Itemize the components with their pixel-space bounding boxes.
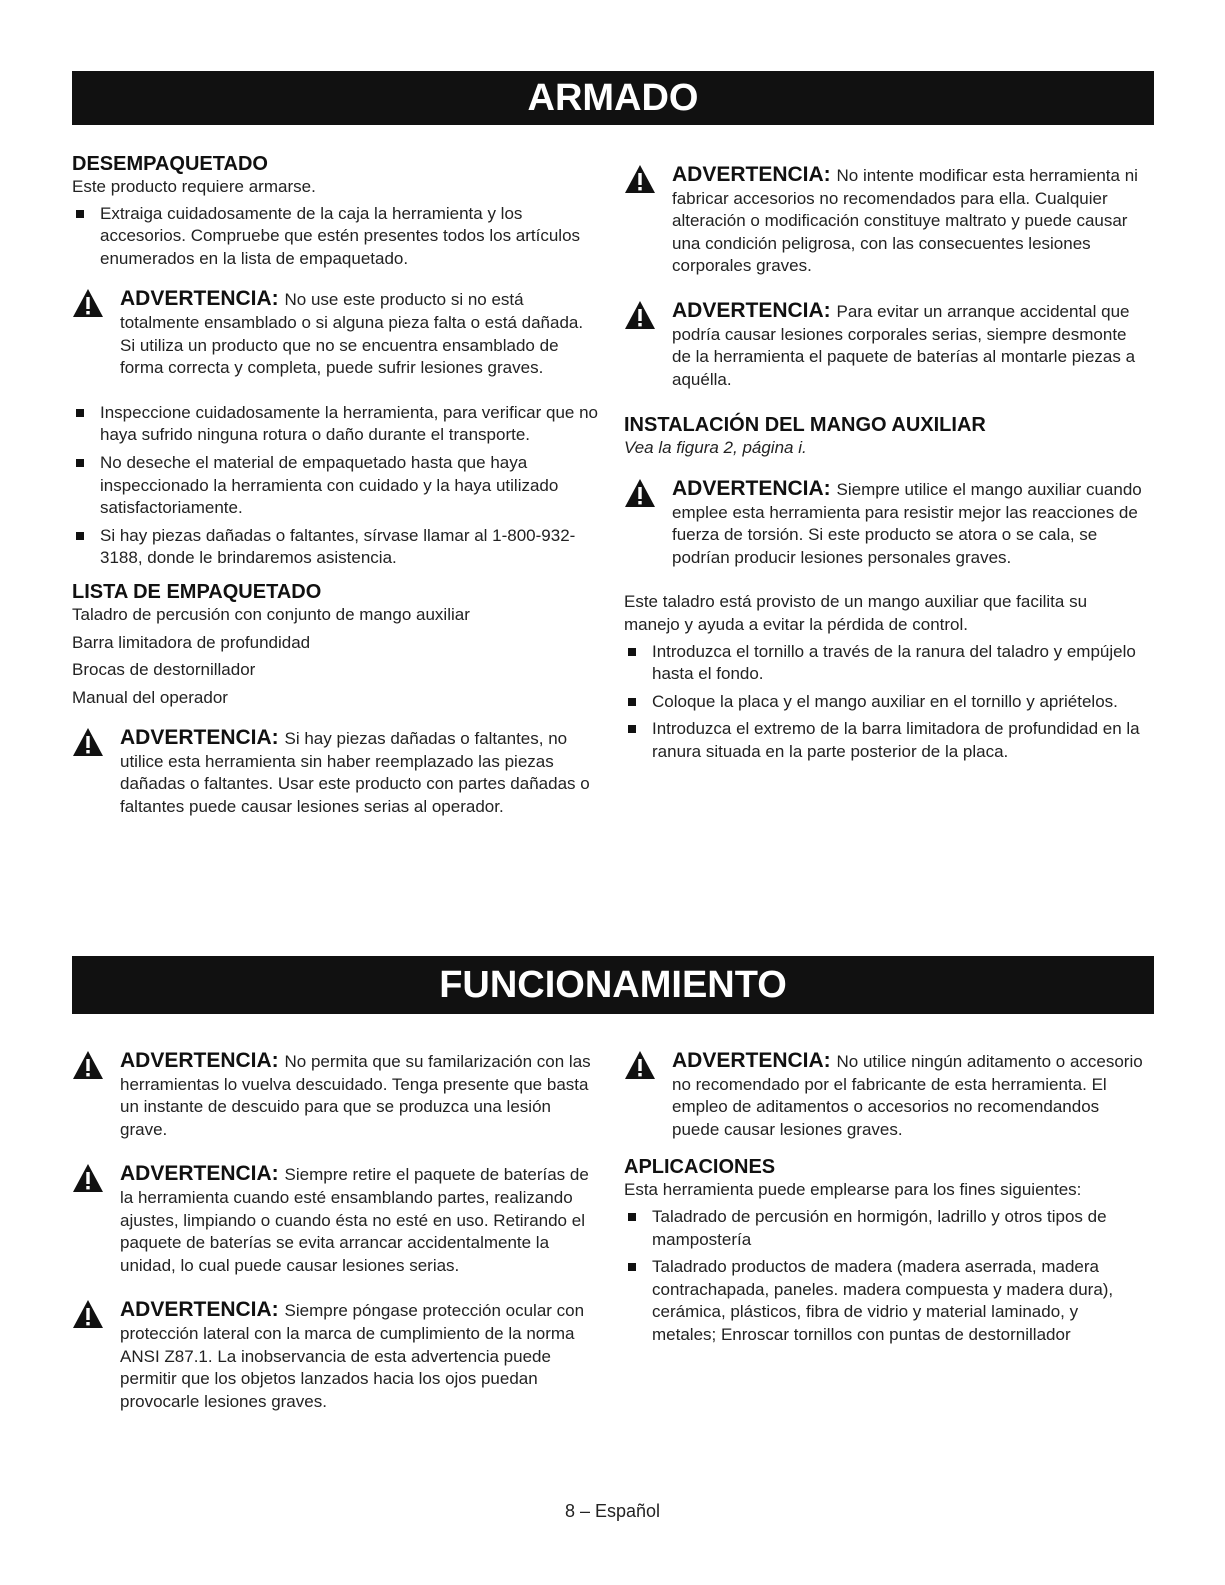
- warning-block: [72, 1163, 602, 1277]
- list-item: Taladrado productos de madera (madera aserrada, madera contrachapada, paneles. madera compuesta y madera dura), cerámica, plásticos, fibra de vidrio y material laminado, y metales; Enroscar tornillos con puntas de destornillador: [624, 1256, 1144, 1346]
- warning-icon: [72, 1299, 104, 1329]
- section-banner-armado: ARMADO: [72, 71, 1154, 125]
- list-item: Manual del operador: [72, 687, 228, 707]
- warning-block: [72, 727, 602, 818]
- warning-text: Si hay piezas dañadas o faltantes, no utilice esta herramienta sin haber reemplazado las piezas dañadas o faltantes. Usar este producto con partes dañadas o faltantes puede causar lesiones serias al operador.: [120, 729, 590, 817]
- aux-handle-intro: Este taladro está provisto de un mango auxiliar que facilita su manejo y ayuda a evitar la pérdida de control.: [624, 592, 1088, 634]
- warning-text: No use este producto si no está totalmente ensamblado o si alguna pieza falta o está dañada. Si utiliza un producto que no se encuentra ensamblado de forma correcta y completa, puede sufrir lesiones graves.: [120, 290, 584, 378]
- warning-block: [72, 1050, 602, 1141]
- list-item: Introduzca el tornillo a través de la ranura del taladro y empújelo hasta el fondo.: [624, 641, 1144, 686]
- warning-text: No permita que su familarización con las herramientas lo vuelva descuidado. Tenga presente que basta un instante de descuido para que se produzca una lesión grave.: [120, 1052, 591, 1139]
- list-item: Inspeccione cuidadosamente la herramienta, para verificar que no haya sufrido ninguna rotura o daño durante el transporte.: [72, 402, 602, 447]
- list-item: Taladrado de percusión en hormigón, ladrillo y otros tipos de mampostería: [624, 1206, 1144, 1251]
- list-item: Taladro de percusión con conjunto de mango auxiliar: [72, 604, 470, 624]
- warning-text: Siempre póngase protección ocular con protección lateral con la marca de cumplimiento de la norma ANSI Z87.1. La inobservancia de esta advertencia puede permitir que los objetos lanzados hacia los ojos puedan provocarle lesiones graves.: [120, 1301, 585, 1411]
- warning-icon: [624, 478, 656, 508]
- unpack-bullets-2: [72, 402, 602, 570]
- page-footer: 8 – Español: [564, 1501, 661, 1521]
- unpack-intro: Este producto requiere armarse.: [72, 177, 316, 196]
- aux-handle-heading: INSTALACIÓN DEL MANGO AUXILIAR: [624, 414, 986, 437]
- func-right-column: [624, 1034, 1144, 1352]
- warning-icon: [72, 1163, 104, 1193]
- warning-text: No utilice ningún aditamento o accesorio no recomendado por el fabricante de esta herramienta. El empleo de aditamentos o accesorios no recomendandos puede causar lesiones graves.: [672, 1052, 1143, 1139]
- list-item: Introduzca el extremo de la barra limitadora de profundidad en la ranura situada en la parte posterior de la placa.: [624, 718, 1144, 763]
- list-item: Barra limitadora de profundidad: [72, 632, 311, 652]
- warning-label: ADVERTENCIA:: [120, 287, 285, 311]
- warning-block: [624, 164, 1144, 278]
- warning-label: ADVERTENCIA:: [120, 1298, 285, 1322]
- warning-label: ADVERTENCIA:: [120, 1162, 285, 1186]
- unpack-heading: DESEMPAQUETADO: [72, 153, 268, 175]
- warning-icon: [72, 727, 104, 757]
- func-left-column: [72, 1034, 602, 1435]
- armado-right-column: [624, 146, 1144, 768]
- warning-text: Para evitar un arranque accidental que podría causar lesiones corporales serias, siempre desmonte de la herramienta el paquete de baterías al montarle piezas a aquélla.: [672, 301, 1136, 389]
- warning-text: Siempre retire el paquete de baterías de la herramienta cuando esté ensamblando partes, realizando ajustes, limpiando o cuando ésta no esté en uso. Retirando el paquete de baterías se evita arrancar accidentalmente la unidad, lo cual puede causar lesiones serias.: [120, 1165, 589, 1275]
- applications-bullets: [624, 1206, 1144, 1347]
- packing-list: [72, 604, 602, 709]
- warning-block: [624, 300, 1144, 391]
- warning-text: Siempre utilice el mango auxiliar cuando emplee esta herramienta para resistir mejor las reacciones de fuerza de torsión. Si este producto se atora o se cala, se podrían producir lesiones personales graves.: [672, 479, 1142, 567]
- warning-label: ADVERTENCIA:: [120, 726, 285, 750]
- warning-block: [624, 478, 1144, 569]
- warning-text: No intente modificar esta herramienta ni fabricar accesorios no recomendados para ella. Cualquier alteración o modificación constituye maltrato y puede causar una condición peligrosa, con las consecuentes lesiones corporales graves.: [672, 166, 1138, 276]
- warning-icon: [624, 1050, 656, 1080]
- list-item: No deseche el material de empaquetado hasta que haya inspeccionado la herramienta con cuidado y la haya utilizado satisfactoriamente.: [72, 452, 602, 520]
- list-item: Extraiga cuidadosamente de la caja la herramienta y los accesorios. Compruebe que estén presentes todos los artículos enumerados en la lista de empaquetado.: [72, 203, 602, 271]
- aux-handle-bullets: [624, 641, 1144, 764]
- warning-label: ADVERTENCIA:: [672, 476, 837, 500]
- armado-left-column: [72, 152, 602, 841]
- list-item: Coloque la placa y el mango auxiliar en el tornillo y apriételos.: [624, 691, 1144, 714]
- packing-heading: LISTA DE EMPAQUETADO: [72, 580, 322, 603]
- warning-block: [624, 1050, 1144, 1141]
- warning-label: ADVERTENCIA:: [672, 298, 837, 322]
- warning-icon: [72, 1050, 104, 1080]
- warning-label: ADVERTENCIA:: [672, 1049, 837, 1072]
- applications-heading: APLICACIONES: [624, 1156, 776, 1179]
- list-item: Si hay piezas dañadas o faltantes, sírvase llamar al 1-800-932-3188, donde le brindaremos asistencia.: [72, 525, 602, 570]
- warning-label: ADVERTENCIA:: [672, 163, 837, 186]
- unpack-bullets-1: [72, 203, 602, 271]
- warning-label: ADVERTENCIA:: [120, 1049, 285, 1072]
- aux-handle-subtitle: Vea la figura 2, página i.: [624, 438, 807, 458]
- warning-icon: [624, 300, 656, 330]
- warning-icon: [624, 164, 656, 194]
- applications-intro: Esta herramienta puede emplearse para los fines siguientes:: [624, 1180, 1082, 1200]
- list-item: Brocas de destornillador: [72, 660, 256, 680]
- warning-block: [72, 1299, 602, 1413]
- warning-icon: [72, 288, 104, 318]
- section-banner-funcionamiento: FUNCIONAMIENTO: [72, 956, 1154, 1014]
- warning-block: [72, 288, 602, 379]
